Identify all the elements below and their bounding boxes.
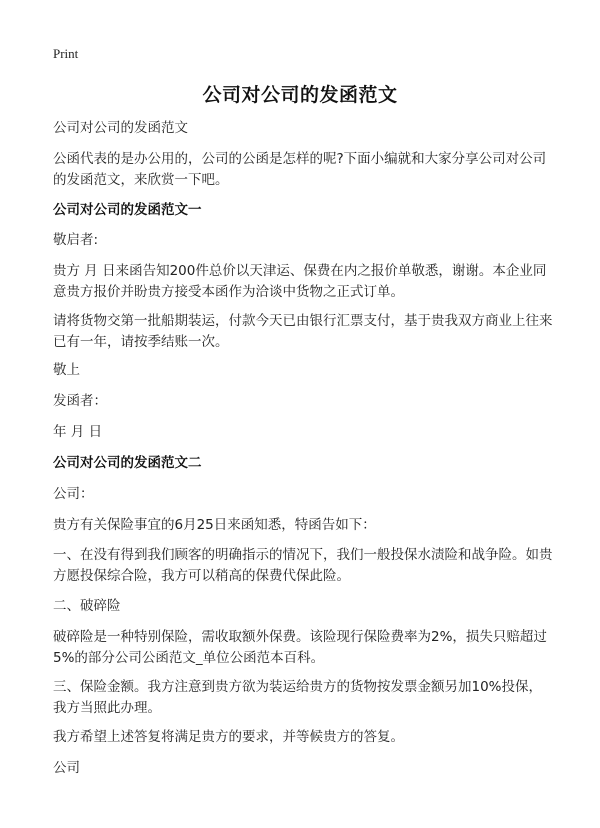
signature-company: 公司 — [53, 760, 80, 776]
letter-two-paragraph-5: 我方希望上述答复将满足贵方的要求，并等候贵方的答复。 — [53, 729, 404, 745]
section-heading-one: 公司对公司的发函范文一 — [53, 202, 202, 218]
intro-paragraph: 公函代表的是办公用的，公司的公函是怎样的呢?下面小编就和大家分享公司对公司的发函范文，来欣赏一下吧。 — [53, 151, 547, 188]
letter-two-item-heading: 二、破碎险 — [53, 598, 121, 614]
date-line: 年 月 日 — [53, 424, 103, 440]
salutation-one: 敬启者: — [53, 232, 99, 248]
letter-two-paragraph-3: 破碎险是一种特别保险，需收取额外保费。该险现行保险费率为2%，损失只赔超过5%的部分公司公函范文_单位公函范本百科。 — [53, 629, 547, 666]
section-heading-two: 公司对公司的发函范文二 — [53, 455, 202, 471]
intro-heading: 公司对公司的发函范文 — [53, 120, 188, 136]
letter-one-paragraph-2: 请将货物交第一批船期装运，付款今天已由银行汇票支付，基于贵我双方商业上往来已有一年，请按季结账一次。 — [53, 313, 553, 350]
salutation-two: 公司： — [53, 486, 94, 502]
letter-two-paragraph-1: 贵方有关保险事宜的6月25日来函知悉，特函告如下： — [53, 517, 376, 533]
letter-one-paragraph-1: 贵方 月 日来函告知200件总价以天津运、保费在内之报价单敬悉，谢谢。本企业同意贵方报价并盼贵方接受本函作为洽谈中货物之正式订单。 — [53, 263, 547, 300]
print-label: Print — [53, 46, 79, 61]
letter-two-paragraph-4: 三、保险金额。我方注意到贵方欲为装运给贵方的货物按发票金额另加10%投保，我方当照此办理。 — [53, 679, 543, 716]
document-title: 公司对公司的发函范文 — [202, 84, 398, 106]
closing-one: 敬上 — [53, 362, 80, 378]
sender-label: 发函者： — [53, 393, 107, 409]
letter-two-paragraph-2: 一、在没有得到我们顾客的明确指示的情况下，我们一般投保水渍险和战争险。如贵方愿投保综合险，我方可以稍高的保费代保此险。 — [53, 547, 553, 584]
